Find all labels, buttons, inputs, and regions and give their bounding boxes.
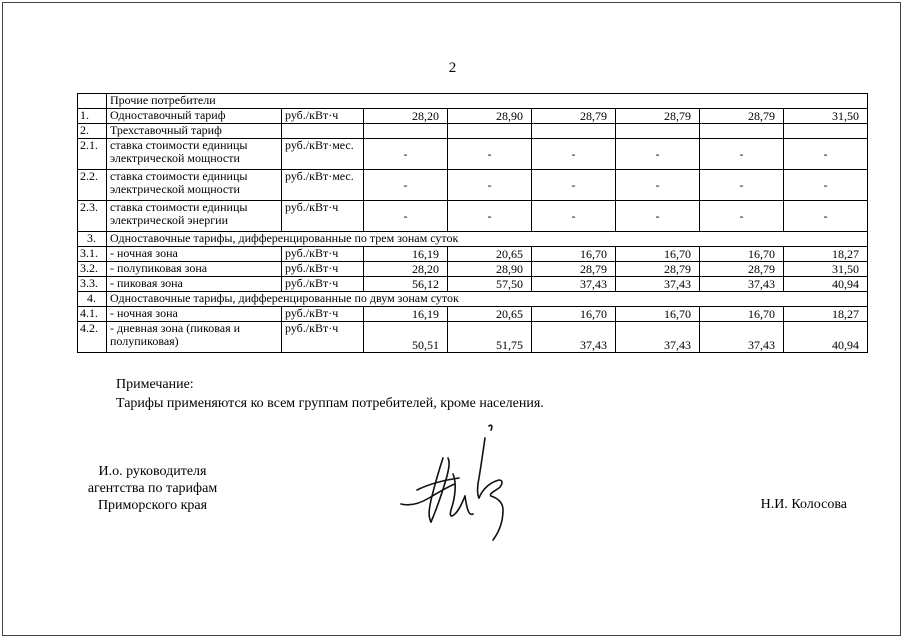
value-cell: 37,43	[700, 322, 784, 353]
note-block	[116, 375, 544, 413]
value-cell	[448, 124, 532, 139]
unit-cell: руб./кВт·мес.	[282, 170, 364, 201]
value-cell: 16,19	[364, 247, 448, 262]
signer-position-line: И.о. руководителя	[98, 464, 207, 479]
value-cell: 16,70	[532, 307, 616, 322]
table-row	[78, 247, 868, 262]
value-cell: -	[616, 170, 700, 201]
section-title-cell: Прочие потребители	[107, 94, 868, 109]
tariff-name-cell: - ночная зона	[107, 307, 282, 322]
signer-position-line: агентства по тарифам	[87, 481, 218, 496]
signer-position	[70, 463, 235, 514]
row-number-cell: 2.	[78, 124, 107, 139]
value-cell: 37,43	[616, 277, 700, 292]
value-cell: 16,70	[532, 247, 616, 262]
value-cell: -	[616, 201, 700, 232]
value-cell	[784, 124, 868, 139]
value-cell: -	[364, 170, 448, 201]
row-number-cell: 1.	[78, 109, 107, 124]
table-section-row	[78, 292, 868, 307]
value-cell: 31,50	[784, 262, 868, 277]
section-title-cell: Одноставочные тарифы, дифференцированные по трем зонам суток	[107, 232, 868, 247]
unit-cell: руб./кВт·мес.	[282, 139, 364, 170]
value-cell	[532, 124, 616, 139]
row-number-cell: 2.2.	[78, 170, 107, 201]
value-cell: 20,65	[448, 247, 532, 262]
unit-cell	[282, 124, 364, 139]
value-cell: -	[700, 139, 784, 170]
row-number-cell: 4.	[78, 292, 107, 307]
value-cell: -	[364, 139, 448, 170]
value-cell: -	[784, 201, 868, 232]
value-cell: -	[616, 139, 700, 170]
tariff-name-cell: Трехставочный тариф	[107, 124, 282, 139]
table-section-row	[78, 232, 868, 247]
tariff-name-cell: ставка стоимости единицы электрической энергии	[107, 201, 282, 232]
value-cell: 28,79	[532, 109, 616, 124]
value-cell: 50,51	[364, 322, 448, 353]
value-cell: 16,70	[700, 307, 784, 322]
value-cell: 28,79	[616, 109, 700, 124]
value-cell	[616, 124, 700, 139]
value-cell: 28,79	[532, 262, 616, 277]
note-text: Тарифы применяются ко всем группам потребителей, кроме населения.	[116, 396, 544, 411]
value-cell: 31,50	[784, 109, 868, 124]
table-row	[78, 262, 868, 277]
unit-cell: руб./кВт·ч	[282, 277, 364, 292]
value-cell: 28,79	[616, 262, 700, 277]
note-heading: Примечание:	[116, 377, 194, 392]
table-row	[78, 170, 868, 201]
table-row	[78, 277, 868, 292]
value-cell: -	[448, 201, 532, 232]
tariff-table	[77, 93, 868, 353]
table-row	[78, 124, 868, 139]
tariff-name-cell: Одноставочный тариф	[107, 109, 282, 124]
value-cell: 16,70	[616, 247, 700, 262]
value-cell: -	[532, 201, 616, 232]
table-row	[78, 109, 868, 124]
signee-name: Н.И. Колосова	[760, 497, 847, 512]
value-cell: -	[700, 201, 784, 232]
value-cell: 57,50	[448, 277, 532, 292]
value-cell: 37,43	[532, 322, 616, 353]
value-cell: 18,27	[784, 307, 868, 322]
page-number: 2	[448, 60, 457, 76]
table-section-row	[78, 94, 868, 109]
tariff-name-cell: - ночная зона	[107, 247, 282, 262]
value-cell: 37,43	[616, 322, 700, 353]
value-cell: 28,90	[448, 109, 532, 124]
value-cell: -	[532, 139, 616, 170]
value-cell: 18,27	[784, 247, 868, 262]
value-cell: 40,94	[784, 277, 868, 292]
unit-cell: руб./кВт·ч	[282, 201, 364, 232]
value-cell: -	[448, 170, 532, 201]
tariff-name-cell: - полупиковая зона	[107, 262, 282, 277]
unit-cell: руб./кВт·ч	[282, 322, 364, 353]
value-cell: -	[364, 201, 448, 232]
unit-cell: руб./кВт·ч	[282, 307, 364, 322]
row-number-cell: 3.2.	[78, 262, 107, 277]
value-cell: -	[532, 170, 616, 201]
tariff-name-cell: ставка стоимости единицы электрической мощности	[107, 170, 282, 201]
row-number-cell: 3.	[78, 232, 107, 247]
value-cell: 28,79	[700, 109, 784, 124]
table-row	[78, 201, 868, 232]
value-cell: -	[700, 170, 784, 201]
handwritten-signature	[395, 418, 525, 548]
value-cell: 56,12	[364, 277, 448, 292]
tariff-name-cell: - дневная зона (пиковая и полупиковая)	[107, 322, 282, 353]
signer-position-line: Приморского края	[97, 498, 208, 513]
section-title-cell: Одноставочные тарифы, дифференцированные по двум зонам суток	[107, 292, 868, 307]
value-cell: 16,70	[616, 307, 700, 322]
value-cell: 37,43	[700, 277, 784, 292]
row-number-cell	[78, 94, 107, 109]
row-number-cell: 2.1.	[78, 139, 107, 170]
value-cell	[364, 124, 448, 139]
value-cell: -	[448, 139, 532, 170]
value-cell: 16,70	[700, 247, 784, 262]
row-number-cell: 4.1.	[78, 307, 107, 322]
unit-cell: руб./кВт·ч	[282, 262, 364, 277]
value-cell: -	[784, 170, 868, 201]
table-row	[78, 139, 868, 170]
value-cell	[700, 124, 784, 139]
value-cell: 28,20	[364, 109, 448, 124]
value-cell: 37,43	[532, 277, 616, 292]
value-cell: 16,19	[364, 307, 448, 322]
value-cell: 20,65	[448, 307, 532, 322]
value-cell: 28,20	[364, 262, 448, 277]
tariff-name-cell: - пиковая зона	[107, 277, 282, 292]
row-number-cell: 3.3.	[78, 277, 107, 292]
row-number-cell: 3.1.	[78, 247, 107, 262]
value-cell: 40,94	[784, 322, 868, 353]
row-number-cell: 2.3.	[78, 201, 107, 232]
unit-cell: руб./кВт·ч	[282, 109, 364, 124]
table-row	[78, 322, 868, 353]
unit-cell: руб./кВт·ч	[282, 247, 364, 262]
value-cell: -	[784, 139, 868, 170]
value-cell: 28,90	[448, 262, 532, 277]
tariff-name-cell: ставка стоимости единицы электрической мощности	[107, 139, 282, 170]
value-cell: 51,75	[448, 322, 532, 353]
table-row	[78, 307, 868, 322]
value-cell: 28,79	[700, 262, 784, 277]
row-number-cell: 4.2.	[78, 322, 107, 353]
